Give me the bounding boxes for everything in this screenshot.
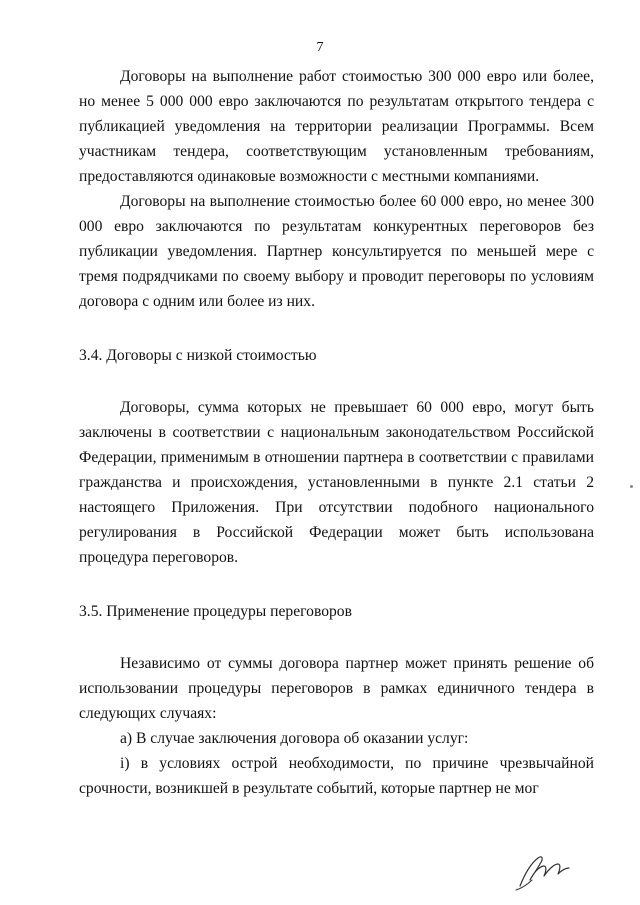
page-number: 7 xyxy=(316,40,324,55)
signature-icon xyxy=(514,846,572,892)
section-heading-3-4: 3.4. Договоры с низкой стоимостью xyxy=(79,347,317,364)
list-item-a: а) В случае заключения договора об оказании услуг: xyxy=(120,730,469,747)
paragraph-negotiation-procedure: Независимо от суммы договора партнер может принять решение об использовании процедуры переговоров в рамках единичного тендера в следующих случаях: xyxy=(79,655,594,722)
paragraph-low-value-contracts: Договоры, сумма которых не превышает 60 000 евро, могут быть заключены в соответствии с национальным законодательством Российской Федерации, применимым в отношении партнера в соответствии с правилами гражданства и происхождения, установленными в пункте 2.1 статьи 2 настоящего Приложения. При отсутствии подобного национального регулирования в Российской Федерации может быть использована процедура переговоров. xyxy=(79,399,594,566)
document-body xyxy=(79,64,594,801)
paragraph-competitive-negotiations: Договоры на выполнение стоимостью более 60 000 евро, но менее 300 000 евро заключаются по результатам конкурентных переговоров без публикации уведомления. Партнер консультируется по меньшей мере с тремя подрядчиками по своему выбору и проводит переговоры по условиям договора с одним или более из них. xyxy=(79,193,594,310)
section-heading-3-5: 3.5. Применение процедуры переговоров xyxy=(79,603,352,620)
scan-mark xyxy=(630,485,633,488)
list-item-i: i) в условиях острой необходимости, по причине чрезвычайной срочности, возникшей в результате событий, которые партнер не мог xyxy=(79,755,594,797)
paragraph-works-contracts: Договоры на выполнение работ стоимостью 300 000 евро или более, но менее 5 000 000 евро заключаются по результатам открытого тендера с публикацией уведомления на территории реализации Программы. Всем участникам тендера, соответствующим установленным требованиям, предоставляются одинаковые возможности с местными компаниями. xyxy=(79,68,594,185)
